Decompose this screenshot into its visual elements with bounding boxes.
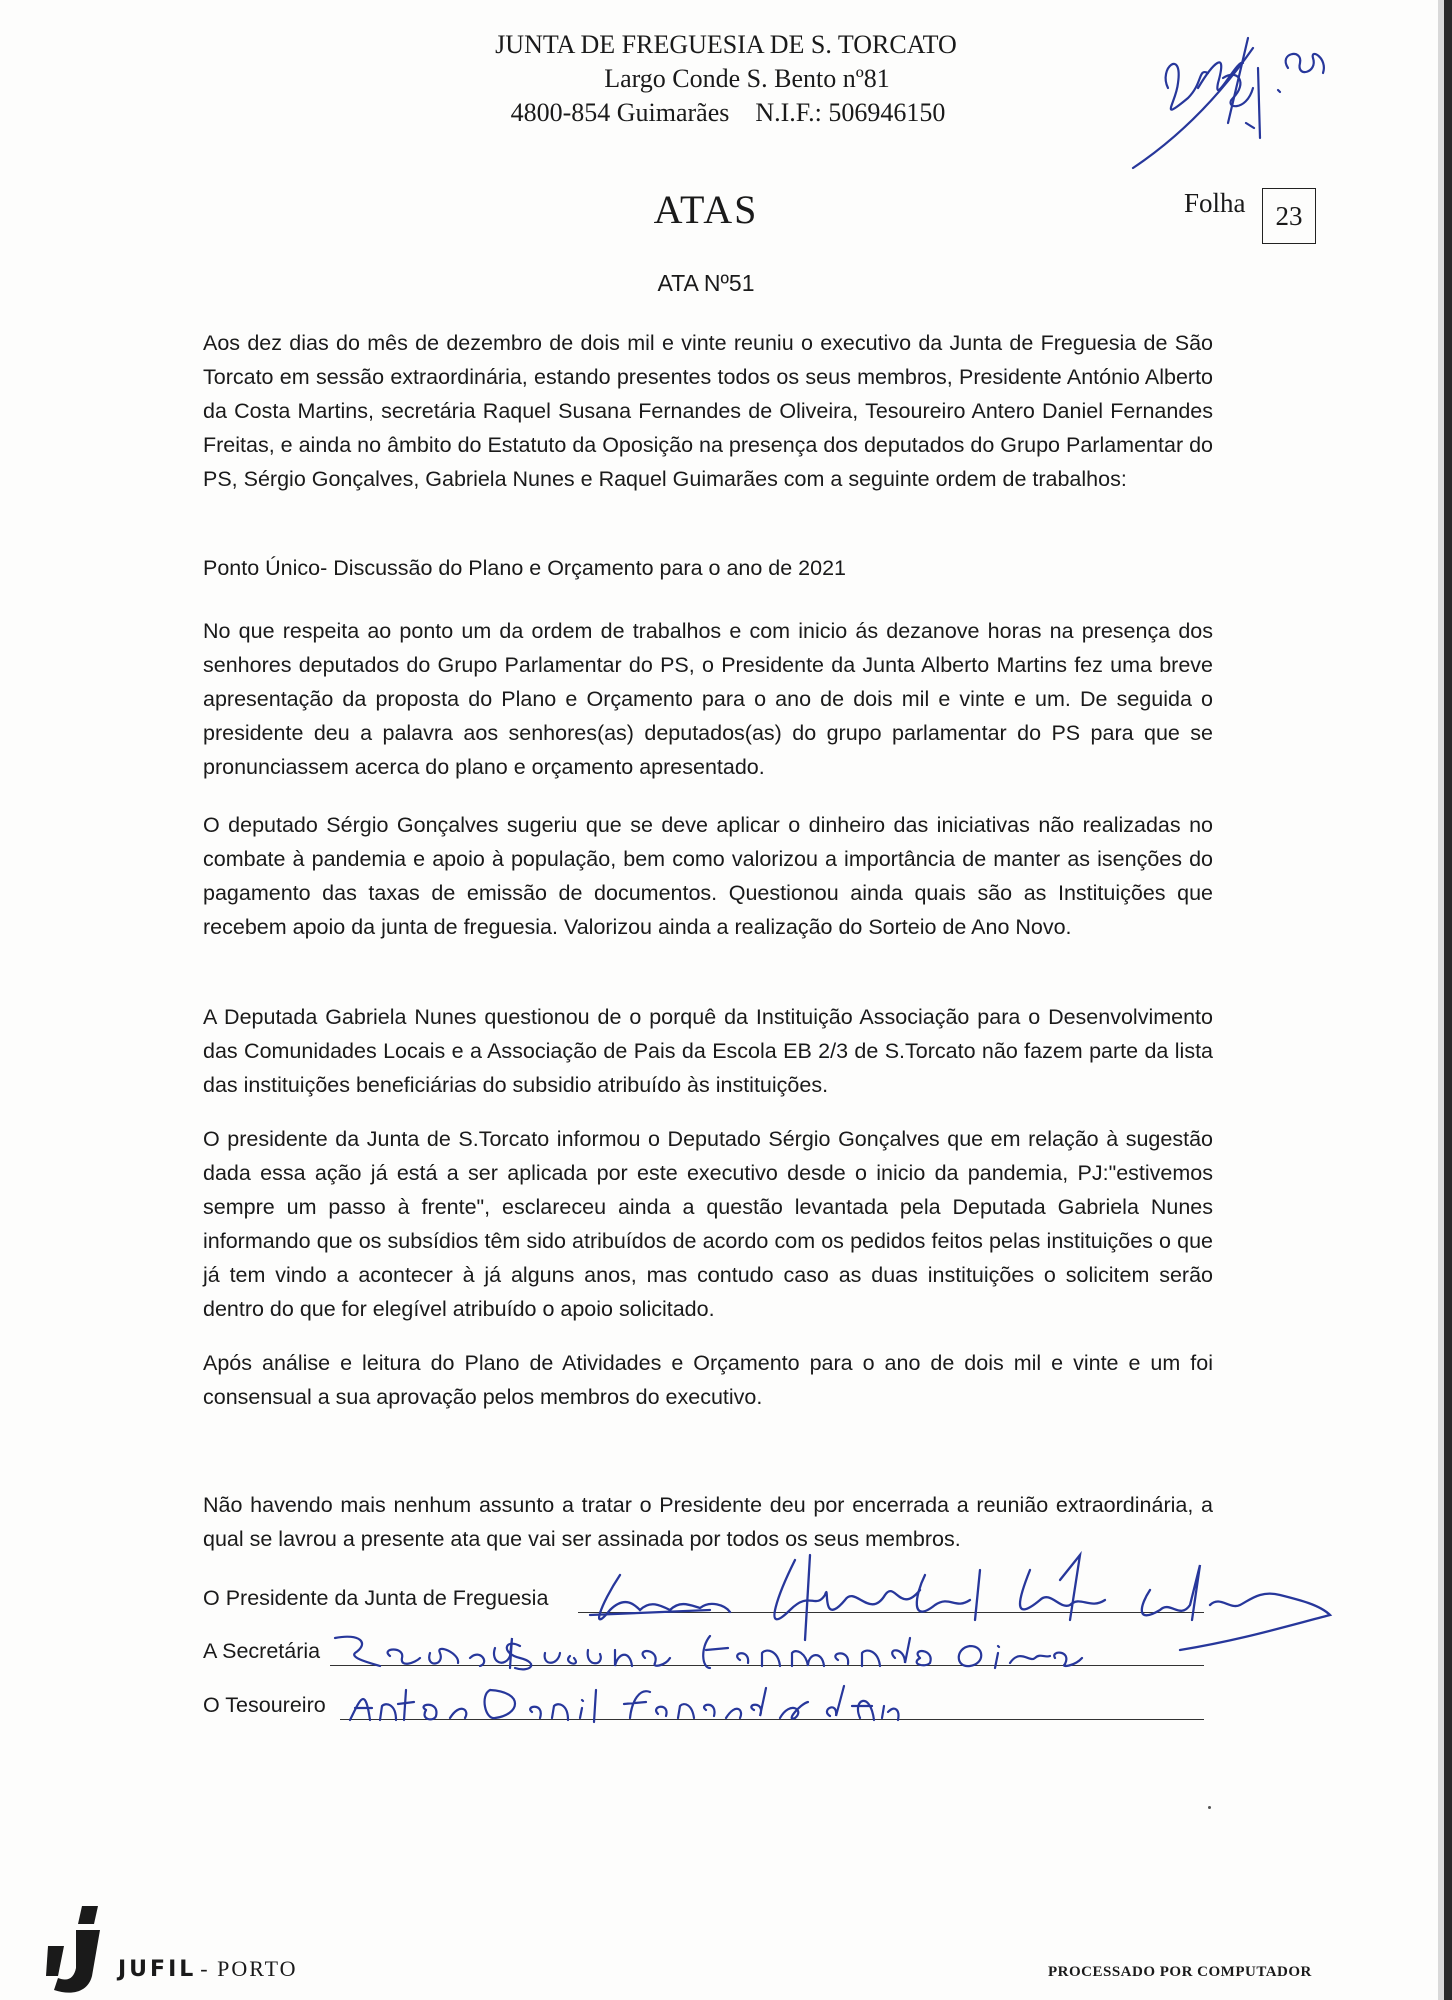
ata-title: ATA Nº51 [657,270,755,296]
org-nif: N.I.F.: 506946150 [755,98,946,127]
page-edge [1444,0,1452,2000]
paragraph-text: Após análise e leitura do Plano de Atividades e Orçamento para o ano de dois mil e vinte e um foi consensual a sua aprovação pelos membros do executivo. [203,1351,1213,1409]
signature-label-secretary: A Secretária [203,1639,321,1663]
paragraph-agenda [203,551,1213,585]
footer-processed-label: PROCESSADO POR COMPUTADOR [1048,1964,1312,1980]
paragraph-text: Aos dez dias do mês de dezembro de dois mil e vinte reuniu o executivo da Junta de Freguesia de São Torcato em sessão extraordinária, estando presentes todos os seus membros, Presidente António Alberto da Costa Martins, secretária Raquel Susana Fernandes de Oliveira, Tesoureiro Antero Daniel Fernandes Freitas, e ainda no âmbito do Estatuto da Oposição na presença dos deputados do Grupo Parlamentar do PS, Sérgio Gonçalves, Gabriela Nunes e Raquel Guimarães com a seguinte ordem de trabalhos: [203,331,1213,491]
paragraph-text: O deputado Sérgio Gonçalves sugeriu que se deve aplicar o dinheiro das iniciativas não realizadas no combate à pandemia e apoio à população, bem como valorizou a importância de manter as isenções do pagamento das taxas de emissão de documentos. Questionou ainda quais são as Instituições que recebem apoio da junta de freguesia. Valorizou ainda a realização do Sorteio de Ano Novo. [203,813,1213,939]
folha-number-box: 23 [1262,188,1316,244]
paragraph-text: No que respeita ao ponto um da ordem de trabalhos e com inicio ás dezanove horas na presença dos senhores deputados do Grupo Parlamentar do PS, o Presidente da Junta Alberto Martins fez uma breve apresentação da proposta do Plano e Orçamento para o ano de dois mil e vinte e um. De seguida o presidente deu a palavra aos senhores(as) deputados(as) do grupo parlamentar do PS para que se pronunciassem acerca do plano e orçamento apresentado. [203,619,1213,779]
signature-secretary-handwriting [330,1628,1090,1678]
paragraph-text: Não havendo mais nenhum assunto a tratar o Presidente deu por encerrada a reunião extraordinária, a qual se lavrou a presente ata que vai ser assinada por todos os seus membros. [203,1493,1213,1551]
book-title: ATAS [653,187,759,232]
signature-label-president: O Presidente da Junta de Freguesia [203,1586,549,1610]
footer-brand-city: - PORTO [200,1956,298,1981]
paragraph-sergio [203,808,1213,944]
paragraph-text: Ponto Único- Discussão do Plano e Orçamento para o ano de 2021 [203,556,847,580]
signature-label-treasurer: O Tesoureiro [203,1693,326,1717]
folha-label: Folha [1184,188,1246,218]
footer-brand [118,1956,298,1982]
paragraph-opening [203,326,1213,496]
paragraph-presentation [203,614,1213,784]
footer-brand-name: JUFIL [118,1957,197,1982]
signature-treasurer-handwriting [340,1680,900,1730]
paragraph-president-reply [203,1122,1213,1326]
org-address: Largo Conde S. Bento nº81 [604,64,890,93]
rubric-initials [1128,28,1388,178]
paragraph-text: O presidente da Junta de S.Torcato informou o Deputado Sérgio Gonçalves que em relação à sugestão dada essa ação já está a ser aplicada por este executivo desde o inicio da pandemia, PJ:"estivemos sempre um passo à frente", esclareceu ainda a questão levantada pela Deputada Gabriela Nunes informando que os subsídios têm sido atribuídos de acordo com os pedidos feitos pelas instituições o que já tem vindo a acontecer à já alguns anos, mas contudo caso as duas instituições o solicitem serão dentro do que for elegível atribuído o apoio solicitado. [203,1127,1213,1321]
org-postal: 4800-854 Guimarães [510,98,730,127]
paragraph-text: A Deputada Gabriela Nunes questionou de o porquê da Instituição Associação para o Desenvolvimento das Comunidades Locais e a Associação de Pais da Escola EB 2/3 de S.Torcato não fazem parte da lista das instituições beneficiárias do subsidio atribuído às instituições. [203,1005,1213,1097]
paragraph-approval [203,1346,1213,1414]
paragraph-closing [203,1488,1213,1556]
paragraph-gabriela [203,1000,1213,1102]
jufil-logo-icon [42,1906,112,1996]
org-name: JUNTA DE FREGUESIA DE S. TORCATO [495,30,957,59]
margin-dot [1208,1806,1211,1809]
